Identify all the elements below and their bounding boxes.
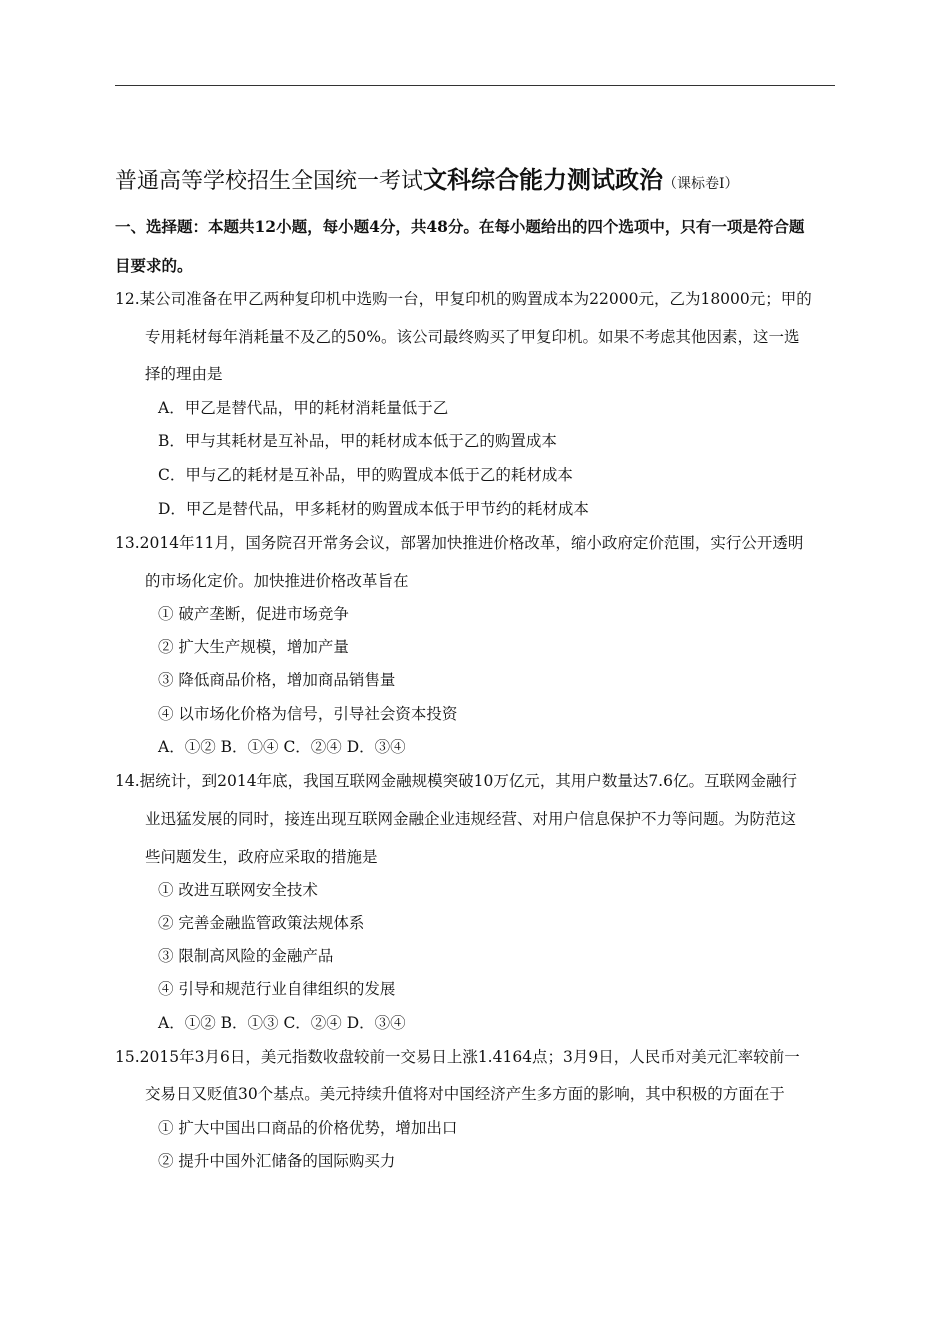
q15-line-1: 15.2015年3月6日，美元指数收盘较前一交易日上涨1.4164点；3月9日，人民币对美元汇率较前一: [115, 1048, 800, 1066]
q13-item-1: ① 破产垄断，促进市场竞争: [158, 605, 349, 623]
header-rule: [115, 85, 835, 86]
q13-line-2: 的市场化定价。加快推进价格改革旨在: [145, 572, 409, 590]
q12-line-2: 专用耗材每年消耗量不及乙的50%。该公司最终购买了甲复印机。如果不考虑其他因素，这一选: [145, 328, 800, 346]
title-part-3: （课标卷Ⅰ）: [663, 176, 739, 192]
q13-item-3: ③ 降低商品价格，增加商品销售量: [158, 671, 396, 689]
q13-item-4: ④ 以市场化价格为信号，引导社会资本投资: [158, 705, 458, 723]
title-part-2: 文科综合能力测试政治: [423, 165, 664, 194]
q14-answers: A．①② B．①③ C．②④ D．③④: [158, 1014, 406, 1032]
q14-item-2: ② 完善金融监管政策法规体系: [158, 914, 365, 932]
section-heading-line-1: 一、选择题：本题共12小题，每小题4分，共48分。在每小题给出的四个选项中，只有一项是符合题: [115, 217, 805, 236]
q14-line-3: 些问题发生，政府应采取的措施是: [145, 848, 378, 866]
q13-line-1: 13.2014年11月，国务院召开常务会议，部署加快推进价格改革，缩小政府定价范围，实行公开透明: [115, 534, 804, 552]
q12-option-d: D．甲乙是替代品，甲多耗材的购置成本低于甲节约的耗材成本: [158, 500, 589, 518]
q14-item-4: ④ 引导和规范行业自律组织的发展: [158, 980, 396, 998]
q13-answers: A．①② B．①④ C．②④ D．③④: [158, 738, 406, 756]
q15-item-2: ② 提升中国外汇储备的国际购买力: [158, 1152, 396, 1170]
q15-line-2: 交易日又贬值30个基点。美元持续升值将对中国经济产生多方面的影响，其中积极的方面在于: [145, 1085, 785, 1103]
title-part-1: 普通高等学校招生全国统一考试: [115, 169, 424, 194]
q13-item-2: ② 扩大生产规模，增加产量: [158, 638, 349, 656]
q14-item-1: ① 改进互联网安全技术: [158, 881, 318, 899]
q14-line-2: 业迅猛发展的同时，接连出现互联网金融企业违规经营、对用户信息保护不力等问题。为防范这: [145, 810, 797, 828]
q14-line-1: 14.据统计，到2014年底，我国互联网金融规模突破10万亿元，其用户数量达7.6亿。互联网金融行: [115, 772, 797, 790]
q12-line-3: 择的理由是: [145, 365, 223, 383]
q12-line-1: 12.某公司准备在甲乙两种复印机中选购一台，甲复印机的购置成本为22000元，乙为18000元；甲的: [115, 290, 812, 308]
q12-option-c: C．甲与乙的耗材是互补品，甲的购置成本低于乙的耗材成本: [158, 466, 573, 484]
q15-item-1: ① 扩大中国出口商品的价格优势，增加出口: [158, 1119, 458, 1137]
page-title: [115, 160, 739, 195]
q14-item-3: ③ 限制高风险的金融产品: [158, 947, 334, 965]
q12-option-b: B．甲与其耗材是互补品，甲的耗材成本低于乙的购置成本: [158, 432, 557, 450]
section-heading-line-2: 目要求的。: [115, 256, 193, 275]
q12-option-a: A．甲乙是替代品，甲的耗材消耗量低于乙: [158, 399, 449, 417]
